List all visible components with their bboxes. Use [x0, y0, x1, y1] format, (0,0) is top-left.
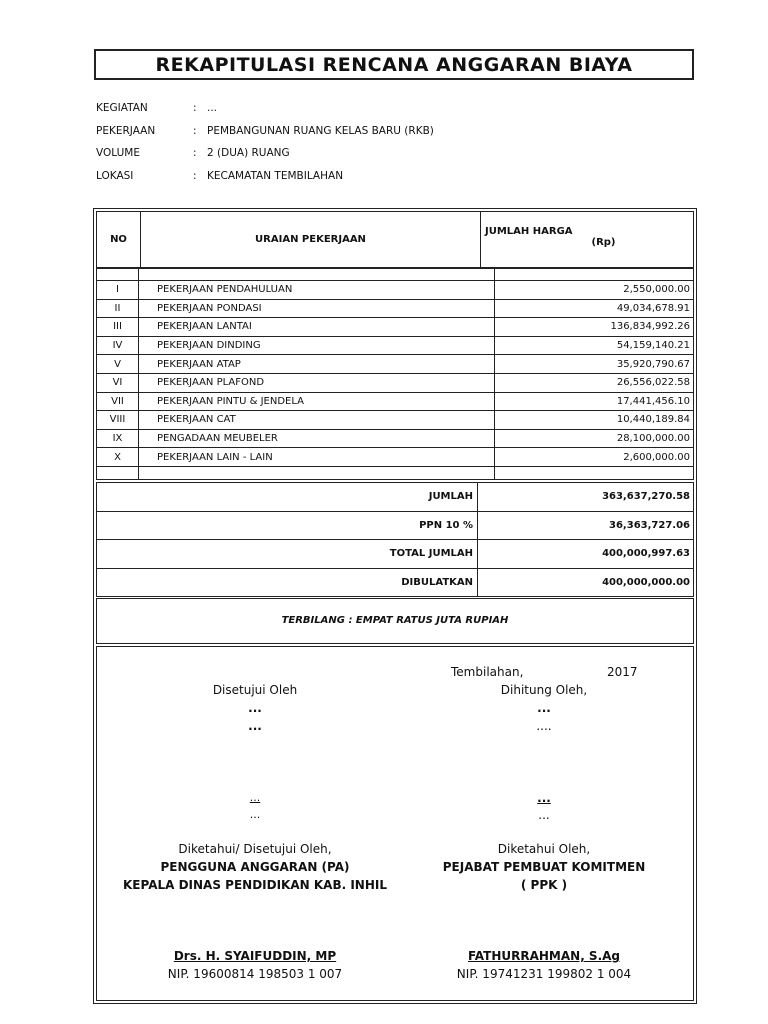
row-desc: PEKERJAAN CAT — [139, 411, 495, 430]
info-value: 2 (DUA) RUANG — [207, 147, 290, 159]
role-left-1: PENGGUNA ANGGARAN (PA) — [160, 860, 350, 874]
header-unit: (Rp) — [591, 237, 616, 248]
info-sep: : — [193, 125, 197, 137]
row-no: VIII — [97, 411, 139, 430]
total-value: 36,363,727.06 — [478, 511, 694, 540]
row-desc: PEKERJAAN PINTU & JENDELA — [139, 392, 495, 411]
total-row — [97, 511, 694, 540]
document-title: REKAPITULASI RENCANA ANGGARAN BIAYA — [94, 49, 694, 80]
table-row — [97, 318, 694, 337]
row-desc: PEKERJAAN PLAFOND — [139, 373, 495, 392]
known-by-right: Diketahui Oleh, — [497, 842, 591, 856]
row-desc: PEKERJAAN PONDASI — [139, 299, 495, 318]
total-label: PPN 10 % — [97, 511, 478, 540]
table-row — [97, 355, 694, 374]
header-uraian: URAIAN PEKERJAAN — [141, 212, 481, 268]
right-dots-1: ... — [537, 701, 551, 715]
row-no: III — [97, 318, 139, 337]
total-row — [97, 540, 694, 569]
header-no: NO — [97, 212, 141, 268]
role-left-2: KEPALA DINAS PENDIDIKAN KAB. INHIL — [123, 878, 387, 892]
row-amount: 28,100,000.00 — [495, 429, 694, 448]
row-desc: PEKERJAAN DINDING — [139, 336, 495, 355]
row-no: VI — [97, 373, 139, 392]
name-left: Drs. H. SYAIFUDDIN, MP — [173, 949, 337, 963]
total-value: 400,000,000.00 — [478, 568, 694, 597]
row-amount: 54,159,140.21 — [495, 336, 694, 355]
approved-by-label: Disetujui Oleh — [212, 683, 298, 697]
totals-table — [96, 482, 694, 597]
right-dots-4: ... — [538, 808, 550, 822]
table-row — [97, 299, 694, 318]
row-amount: 136,834,992.26 — [495, 318, 694, 337]
info-sep: : — [193, 147, 197, 159]
table-row — [97, 336, 694, 355]
left-dots-2: ... — [248, 719, 262, 733]
right-dots-3: ... — [537, 791, 551, 805]
row-desc: PEKERJAAN LAIN - LAIN — [139, 448, 495, 467]
left-dots-4: ... — [249, 808, 261, 821]
left-dots-1: ... — [248, 701, 262, 715]
info-key: KEGIATAN — [96, 102, 148, 114]
info-key: LOKASI — [96, 170, 134, 182]
total-row — [97, 568, 694, 597]
nip-right: NIP. 19741231 199802 1 004 — [456, 967, 632, 981]
sign-place: Tembilahan, — [451, 665, 524, 679]
total-value: 400,000,997.63 — [478, 540, 694, 569]
row-desc: PEKERJAAN PENDAHULUAN — [139, 281, 495, 300]
total-row — [97, 483, 694, 512]
role-right-1: PEJABAT PEMBUAT KOMITMEN — [442, 860, 646, 874]
table-row — [97, 281, 694, 300]
table-row-spacer — [97, 269, 694, 281]
row-amount: 35,920,790.67 — [495, 355, 694, 374]
info-sep: : — [193, 170, 197, 182]
counted-by-label: Dihitung Oleh, — [500, 683, 588, 697]
role-right-2: ( PPK ) — [520, 878, 568, 892]
right-dots-2: .... — [536, 719, 552, 733]
row-no: X — [97, 448, 139, 467]
row-amount: 17,441,456.10 — [495, 392, 694, 411]
total-label: TOTAL JUMLAH — [97, 540, 478, 569]
row-amount: 2,600,000.00 — [495, 448, 694, 467]
table-row-spacer — [97, 466, 694, 479]
info-key: PEKERJAAN — [96, 125, 156, 137]
row-no: IX — [97, 429, 139, 448]
row-amount: 2,550,000.00 — [495, 281, 694, 300]
table-header — [96, 211, 694, 268]
items-table — [96, 268, 694, 480]
table-row — [97, 429, 694, 448]
info-sep: : — [193, 102, 197, 114]
row-desc: PEKERJAAN ATAP — [139, 355, 495, 374]
row-amount: 10,440,189.84 — [495, 411, 694, 430]
info-value: PEMBANGUNAN RUANG KELAS BARU (RKB) — [207, 125, 434, 137]
table-row — [97, 411, 694, 430]
table-row — [97, 448, 694, 467]
terbilang-box: TERBILANG : EMPAT RATUS JUTA RUPIAH — [96, 598, 694, 644]
row-no: IV — [97, 336, 139, 355]
known-by-left: Diketahui/ Disetujui Oleh, — [178, 842, 332, 856]
header-jumlah-label: JUMLAH HARGA — [485, 226, 573, 237]
row-amount: 26,556,022.58 — [495, 373, 694, 392]
info-key: VOLUME — [96, 147, 140, 159]
table-row — [97, 373, 694, 392]
row-no: I — [97, 281, 139, 300]
header-jumlah — [481, 212, 694, 268]
signature-box — [96, 646, 694, 1001]
row-no: V — [97, 355, 139, 374]
total-label: JUMLAH — [97, 483, 478, 512]
nip-left: NIP. 19600814 198503 1 007 — [167, 967, 343, 981]
row-amount: 49,034,678.91 — [495, 299, 694, 318]
table-row — [97, 392, 694, 411]
row-desc: PENGADAAN MEUBELER — [139, 429, 495, 448]
info-value: KECAMATAN TEMBILAHAN — [207, 170, 344, 182]
row-desc: PEKERJAAN LANTAI — [139, 318, 495, 337]
name-right: FATHURRAHMAN, S.Ag — [467, 949, 621, 963]
left-dots-3: ... — [249, 791, 261, 804]
row-no: II — [97, 299, 139, 318]
sign-year: 2017 — [607, 665, 638, 679]
total-label: DIBULATKAN — [97, 568, 478, 597]
total-value: 363,637,270.58 — [478, 483, 694, 512]
info-value: ... — [207, 102, 218, 114]
row-no: VII — [97, 392, 139, 411]
